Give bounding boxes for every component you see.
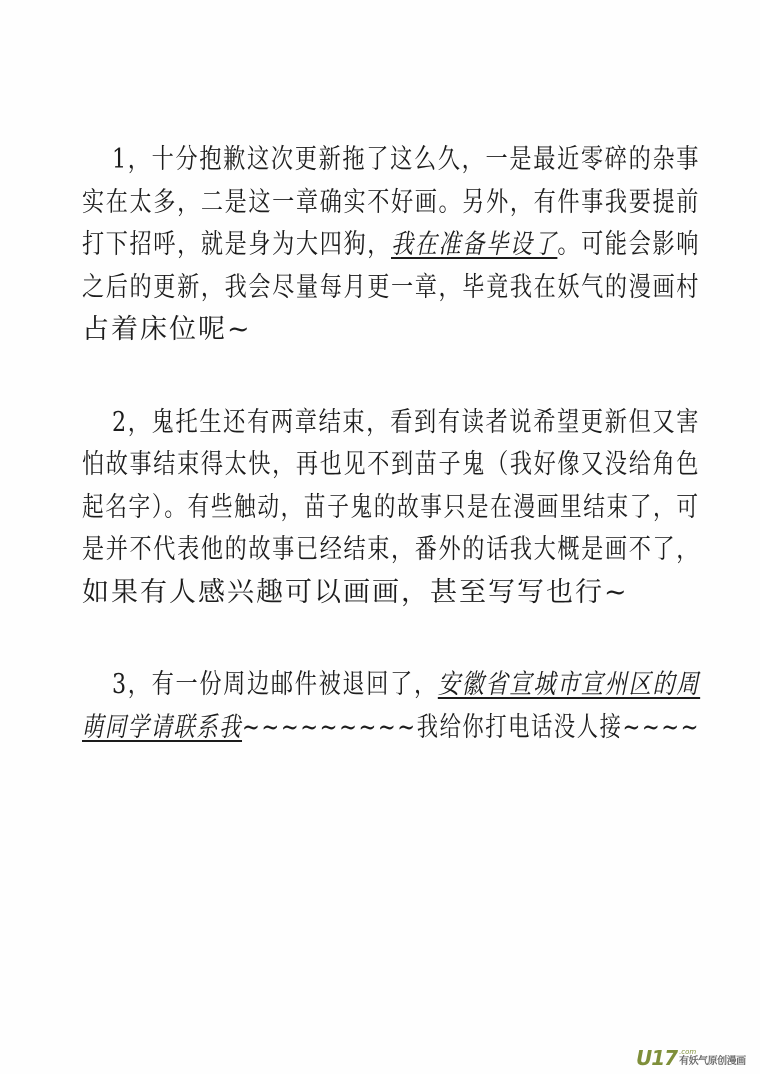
watermark-tagline: 有妖气原创漫画 <box>679 1056 746 1067</box>
line-text: 。可能会影响 <box>557 229 700 260</box>
line-text: ~~~~~~~~~我给你打电话没人接~~~~ <box>242 712 701 743</box>
paragraph-1-line-4: 之后的更新，我会尽量每月更一章，毕竟我在妖气的漫画村 <box>82 272 700 303</box>
u17-logo-icon: U17 <box>636 1046 678 1070</box>
paragraph-2-line-4: 是并不代表他的故事已经结束，番外的话我大概是画不了， <box>82 534 700 565</box>
paragraph-1-line-5: 占着床位呢~ <box>82 314 252 345</box>
watermark-text-group <box>679 1049 746 1068</box>
paragraph-1-line-2: 实在太多，二是这一章确实不好画。另外，有件事我要提前 <box>82 187 700 218</box>
paragraph-3-line-1 <box>112 668 700 702</box>
line-text: 3，有一份周边邮件被退回了， <box>112 669 438 700</box>
paragraph-2-line-3: 起名字）。有些触动，苗子鬼的故事只是在漫画里结束了，可 <box>82 492 700 523</box>
underlined-phrase: 我在准备毕设了 <box>391 229 558 260</box>
underlined-address: 安徽省宣城市宣州区的周 <box>437 669 701 700</box>
paragraph-1-line-3 <box>82 228 700 262</box>
u17-watermark <box>636 1046 754 1068</box>
paragraph-3-line-2 <box>82 711 700 745</box>
paragraph-1-line-1: 1，十分抱歉这次更新拖了这么久，一是最近零碎的杂事 <box>112 144 701 175</box>
paragraph-2-line-5: 如果有人感兴趣可以画画，甚至写写也行~ <box>82 577 629 608</box>
watermark-domain: .com <box>679 1048 697 1056</box>
underlined-request: 萌同学请联系我 <box>82 712 243 743</box>
paragraph-2-line-2: 怕故事结束得太快，再也见不到苗子鬼（我好像又没给角色 <box>82 449 700 480</box>
paragraph-2-line-1: 2，鬼托生还有两章结束，看到有读者说希望更新但又害 <box>112 407 701 438</box>
line-text: 打下招呼，就是身为大四狗， <box>82 229 391 260</box>
